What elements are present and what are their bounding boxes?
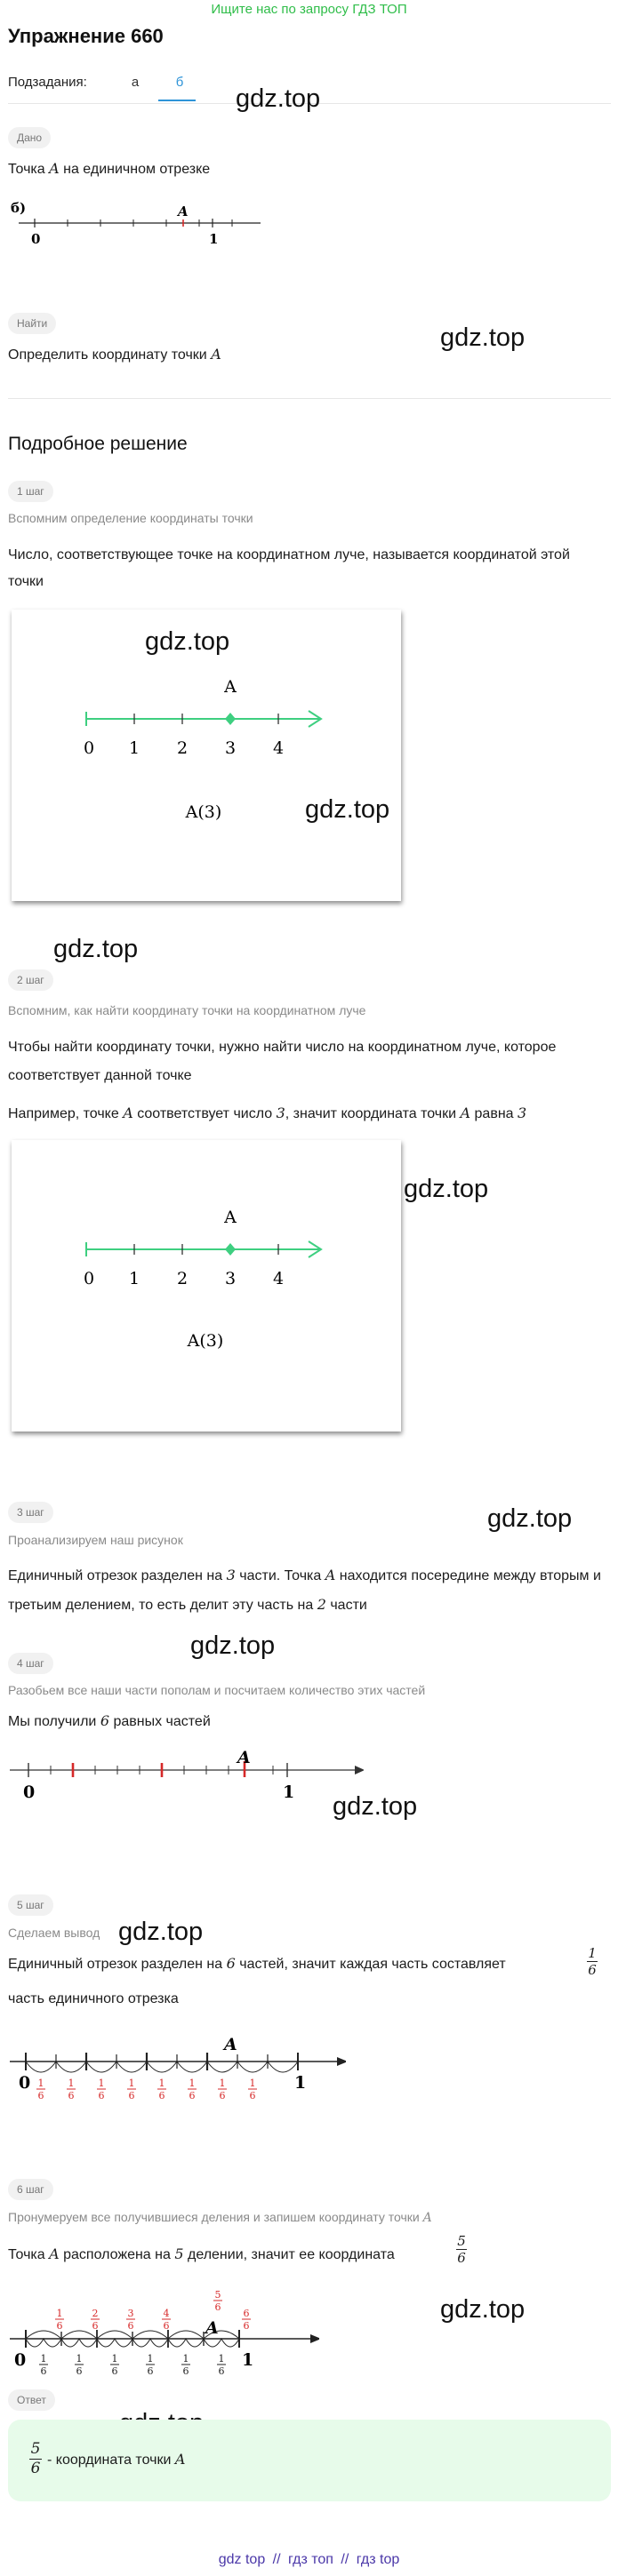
answer-text: - координата точки A [47, 2451, 186, 2468]
step2-ray-figure [12, 1140, 401, 1432]
step5-text-line1: Единичный отрезок разделен на 6 частей, значит каждая часть составляет [8, 1955, 506, 1972]
part-fraction-num: 1 [98, 2078, 105, 2089]
point-a-label: A [178, 203, 189, 219]
part-fraction-num: 1 [158, 2078, 165, 2089]
part-fraction-den: 6 [189, 2090, 196, 2101]
step6-fraction: 5 6 [457, 2233, 466, 2266]
page-title: Упражнение 660 [8, 25, 164, 47]
axis-label: 1 [128, 1269, 140, 1288]
footer-link-gdz-top[interactable]: gdz top [218, 2552, 266, 2567]
step2-example: Например, точке A соответствует число 3, значит координата точки A равна 3 [8, 1105, 527, 1121]
part-fraction-den: 6 [37, 2090, 44, 2101]
tick-label-1: 1 [242, 2350, 254, 2370]
footer-separator: // [272, 2552, 281, 2567]
part-fraction-den: 6 [128, 2090, 135, 2101]
part-num: 1 [76, 2353, 83, 2365]
tick-label-0: 0 [31, 231, 41, 247]
watermark: gdz.top [404, 1175, 489, 1203]
step5-figure [8, 2028, 346, 2106]
division-den: 6 [163, 2320, 170, 2332]
watermark: gdz.top [305, 795, 390, 824]
point-a-label: A [224, 1208, 237, 1227]
answer-fraction: 5 6 [30, 2440, 41, 2477]
step3-chip: 3 шаг [8, 1502, 53, 1523]
step6-text: Точка A расположена на 5 делении, значит ее координата [8, 2245, 395, 2262]
given-chip: Дано [8, 127, 51, 148]
division-num: 3 [127, 2308, 134, 2319]
division-den: 6 [214, 2301, 221, 2313]
step6-chip: 6 шаг [8, 2179, 53, 2200]
axis-label: 2 [176, 738, 189, 758]
step1-text: Число, соответствующее точке на координатном луче, называется координатой этой точки [8, 547, 570, 589]
part-fraction-num: 1 [249, 2078, 256, 2089]
step2-card [12, 1140, 401, 1432]
part-fraction-num: 1 [219, 2078, 226, 2089]
point-a-label: A [224, 677, 237, 697]
footer-links [0, 2552, 618, 2568]
footer-link-gdz-top-mixed[interactable]: гдз top [356, 2552, 400, 2567]
axis-label: 3 [224, 1269, 237, 1288]
part-den: 6 [40, 2365, 47, 2377]
watermark: gdz.top [53, 935, 139, 963]
watermark: gdz.top [145, 627, 230, 656]
tab-active-underline [158, 100, 196, 101]
divider [8, 398, 611, 399]
step5-text-line2: часть единичного отрезка [8, 1991, 179, 2006]
axis-label: 4 [272, 1269, 285, 1288]
step2-text: Чтобы найти координату точки, нужно найти число на координатном луче, которое соответствует данной точке [8, 1040, 557, 1083]
division-num: 6 [243, 2308, 250, 2319]
part-fraction-den: 6 [98, 2090, 105, 2101]
watermark: gdz.top [487, 1504, 573, 1533]
tick-label-0: 0 [14, 2350, 27, 2370]
watermark: gdz.top [118, 1918, 204, 1946]
division-num: 4 [163, 2308, 170, 2319]
step1-chip: 1 шаг [8, 481, 53, 502]
part-den: 6 [147, 2365, 154, 2377]
part-fraction-num: 1 [37, 2078, 44, 2089]
tick-label-0: 0 [19, 2073, 31, 2093]
point-a-label: A [237, 1751, 251, 1767]
watermark: gdz.top [440, 2295, 526, 2324]
watermark: gdz.top [440, 323, 526, 352]
step4-figure [8, 1751, 364, 1813]
tick-label-1: 1 [209, 231, 219, 247]
part-den: 6 [218, 2365, 225, 2377]
division-num: 5 [214, 2289, 221, 2301]
axis-label: 3 [224, 738, 237, 758]
find-text: Определить координату точки A [8, 346, 221, 363]
division-den: 6 [92, 2320, 99, 2332]
answer-chip: Ответ [8, 2389, 55, 2411]
part-fraction-num: 1 [68, 2078, 75, 2089]
part-den: 6 [182, 2365, 189, 2377]
axis-label: 1 [128, 738, 140, 758]
step4-hint: Разобьем все наши части пополам и посчитаем количество этих частей [8, 1683, 426, 1697]
step5-chip: 5 шаг [8, 1894, 53, 1916]
solution-title: Подробное решение [8, 434, 188, 454]
division-den: 6 [56, 2320, 63, 2332]
part-fraction-den: 6 [68, 2090, 75, 2101]
part-fraction-den: 6 [219, 2090, 226, 2101]
division-num: 1 [56, 2308, 63, 2319]
step4-text: Мы получили 6 равных частей [8, 1712, 211, 1729]
footer-link-gdz-top-ru[interactable]: гдз топ [288, 2552, 333, 2567]
watermark: gdz.top [190, 1631, 276, 1660]
step1-hint: Вспомним определение координаты точки [8, 511, 253, 525]
step6-figure [8, 2280, 319, 2378]
part-fraction-den: 6 [249, 2090, 256, 2101]
tab-b[interactable]: б [175, 75, 184, 90]
step2-chip: 2 шаг [8, 969, 53, 991]
watermark: gdz.top [333, 1792, 418, 1821]
tick-label-0: 0 [23, 1782, 36, 1802]
axis-label: 0 [83, 1269, 95, 1288]
part-fraction-den: 6 [158, 2090, 165, 2101]
part-fraction-num: 1 [128, 2078, 135, 2089]
part-num: 1 [218, 2353, 225, 2365]
step5-hint: Сделаем вывод [8, 1926, 100, 1940]
division-num: 2 [92, 2308, 99, 2319]
axis-label: 2 [176, 1269, 189, 1288]
coordinate-label: A(3) [185, 802, 222, 822]
tick-label-1: 1 [283, 1782, 295, 1802]
answer-box [8, 2420, 611, 2501]
part-num: 1 [147, 2353, 154, 2365]
part-fraction-num: 1 [189, 2078, 196, 2089]
coordinate-label: A(3) [187, 1331, 224, 1351]
given-figure [8, 197, 266, 252]
watermark: gdz.top [236, 84, 321, 113]
step6-hint: Пронумеруем все получившиеся деления и запишем координату точки A [8, 2210, 432, 2225]
point-a-label: A [205, 2318, 219, 2338]
step3-hint: Проанализируем наш рисунок [8, 1533, 183, 1547]
part-den: 6 [111, 2365, 118, 2377]
division-den: 6 [127, 2320, 134, 2332]
part-num: 1 [182, 2353, 189, 2365]
part-num: 1 [111, 2353, 118, 2365]
tab-a[interactable]: а [131, 75, 140, 90]
subtasks-label: Подзадания: [8, 75, 87, 90]
step4-chip: 4 шаг [8, 1653, 53, 1674]
axis-label: 0 [83, 738, 95, 758]
division-den: 6 [243, 2320, 250, 2332]
footer-separator: // [341, 2552, 349, 2567]
part-num: 1 [40, 2353, 47, 2365]
step5-fraction: 1 6 [588, 1945, 597, 1978]
find-chip: Найти [8, 313, 56, 334]
tick-label-1: 1 [294, 2073, 307, 2093]
given-text: Точка A на единичном отрезке [8, 160, 211, 177]
promo-banner[interactable]: Ищите нас по запросу ГДЗ ТОП [211, 2, 407, 17]
figure-label: б) [11, 200, 27, 216]
point-a-label: A [224, 2035, 237, 2054]
step2-hint: Вспомним, как найти координату точки на координатном луче [8, 1003, 366, 1017]
axis-label: 4 [272, 738, 285, 758]
part-den: 6 [76, 2365, 83, 2377]
step3-text: Единичный отрезок разделен на 3 части. Точка A находится посередине между вторым и третьим делением, то есть делит эту часть на 2 части [8, 1567, 601, 1613]
